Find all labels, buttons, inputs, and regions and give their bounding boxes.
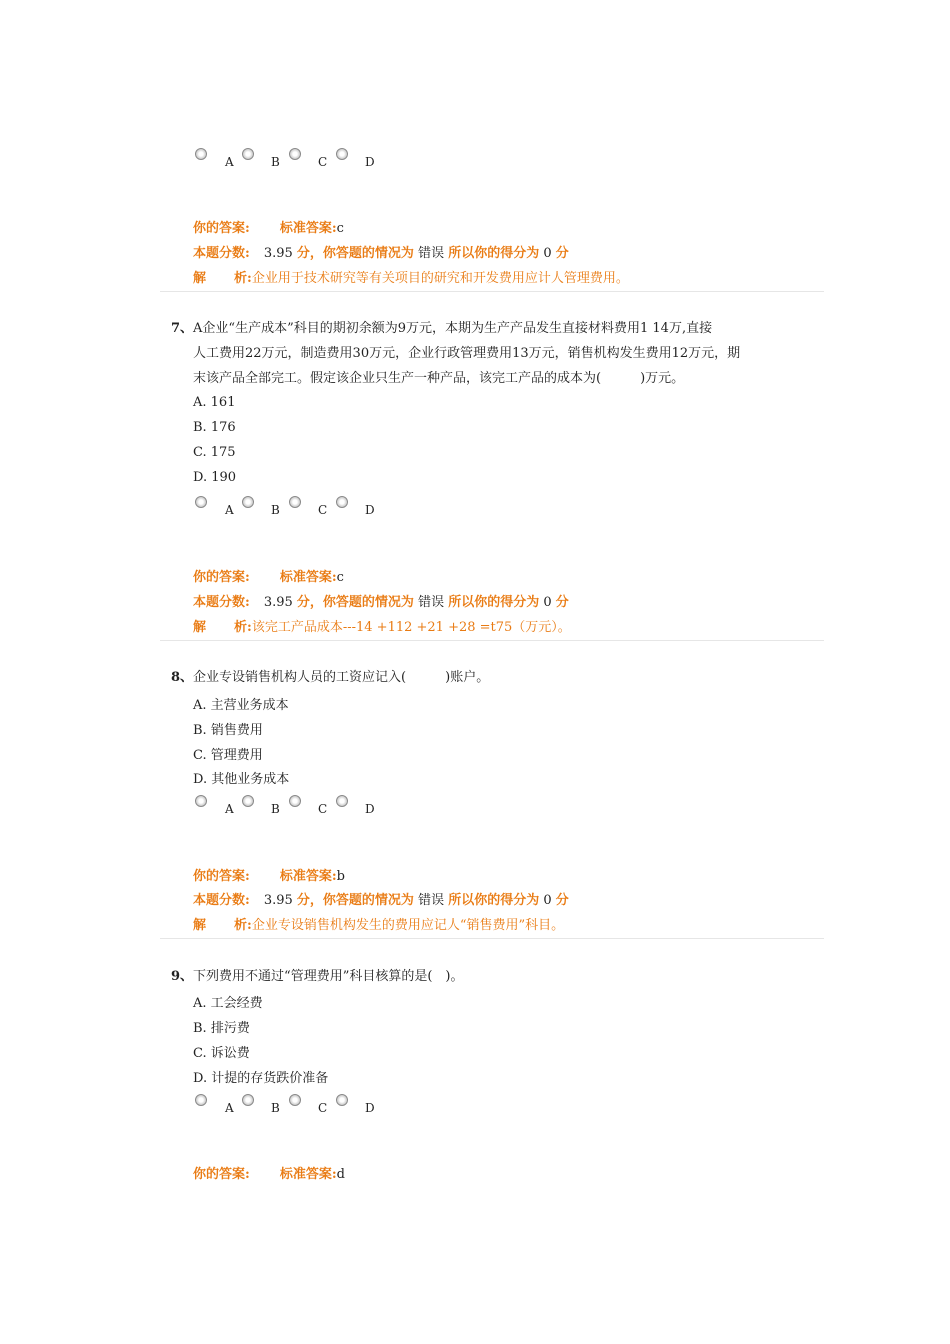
- q7-label-d: D: [365, 503, 375, 517]
- score-unit: 分，你答题的情况为: [296, 595, 414, 610]
- q7-option-d: D. 190: [193, 470, 237, 485]
- standard-answer-label: 标准答案:: [279, 1167, 337, 1182]
- q6-result-score: 0: [543, 246, 552, 261]
- q7-standard-answer: c: [336, 570, 344, 585]
- q7-question: [171, 316, 811, 391]
- analysis-label-2: 析:: [234, 918, 252, 933]
- q7-answer-line: [193, 569, 344, 587]
- q9-label-a: A: [225, 1101, 234, 1115]
- q6-label-b: B: [271, 155, 280, 169]
- q7-text-line1: A企业“生产成本”科目的期初余额为9万元，本期为生产产品发生直接材料费用1 14万,直接: [193, 321, 713, 336]
- q7-label-b: B: [271, 503, 280, 517]
- q6-radio-c[interactable]: [289, 148, 301, 160]
- q7-radio-b[interactable]: [242, 496, 254, 508]
- score-label: 本题分数:: [193, 595, 250, 610]
- q6-label-d: D: [365, 155, 375, 169]
- q7-label-a: A: [225, 503, 234, 517]
- q7-score-line: [193, 594, 569, 612]
- q8-option-d: D. 其他业务成本: [193, 772, 290, 787]
- analysis-label-2: 析:: [234, 620, 252, 635]
- q9-radio-b[interactable]: [242, 1094, 254, 1106]
- q6-score: 3.95: [263, 246, 293, 261]
- q7-status: 错误: [418, 595, 445, 610]
- q8-question: [171, 665, 811, 690]
- q6-radio-b[interactable]: [242, 148, 254, 160]
- q7-result-score: 0: [543, 595, 552, 610]
- q8-radio-d[interactable]: [336, 795, 348, 807]
- q6-score-line: [193, 245, 569, 263]
- q9-radio-a[interactable]: [195, 1094, 207, 1106]
- q9-label-d: D: [365, 1101, 375, 1115]
- q8-radio-b[interactable]: [242, 795, 254, 807]
- q8-label-c: C: [318, 802, 328, 816]
- q6-label-c: C: [318, 155, 328, 169]
- your-answer-label: 你的答案:: [193, 570, 250, 585]
- result-prefix: 所以你的得分为: [448, 246, 540, 261]
- q9-text-line1: 下列费用不通过“管理费用”科目核算的是( )。: [193, 969, 464, 984]
- your-answer-label: 你的答案:: [193, 869, 250, 884]
- q8-label-b: B: [271, 802, 280, 816]
- q6-analysis: 企业用于技术研究等有关项目的研究和开发费用应计人管理费用。: [251, 271, 629, 286]
- q8-text-line1: 企业专设销售机构人员的工资应记入( )账户。: [193, 670, 490, 685]
- q7-analysis: 该完工产品成本---14 +112 +21 +28 =t75（万元）。: [251, 620, 571, 635]
- q7-radio-c[interactable]: [289, 496, 301, 508]
- score-unit: 分，你答题的情况为: [296, 246, 414, 261]
- result-unit: 分: [555, 893, 569, 908]
- q8-radio-c[interactable]: [289, 795, 301, 807]
- analysis-label-1: 解: [193, 918, 207, 933]
- q7-choice-group: [195, 496, 395, 516]
- analysis-label-2: 析:: [234, 271, 252, 286]
- score-label: 本题分数:: [193, 893, 250, 908]
- q9-radio-c[interactable]: [289, 1094, 301, 1106]
- result-prefix: 所以你的得分为: [448, 893, 540, 908]
- q7-option-c: C. 175: [193, 445, 236, 460]
- divider: [160, 291, 824, 292]
- q8-option-c: C. 管理费用: [193, 748, 263, 763]
- q8-result-score: 0: [543, 893, 552, 908]
- q6-radio-a[interactable]: [195, 148, 207, 160]
- result-unit: 分: [555, 595, 569, 610]
- q8-label-a: A: [225, 802, 234, 816]
- your-answer-label: 你的答案:: [193, 1167, 250, 1182]
- q8-choice-group: [195, 795, 395, 815]
- q6-label-a: A: [225, 155, 234, 169]
- q8-score-line: [193, 892, 569, 910]
- q6-standard-answer: c: [336, 221, 344, 236]
- q8-label-d: D: [365, 802, 375, 816]
- q7-number: 7、: [171, 321, 194, 336]
- q7-option-b: B. 176: [193, 420, 236, 435]
- score-unit: 分，你答题的情况为: [296, 893, 414, 908]
- q9-question: [171, 964, 811, 989]
- result-prefix: 所以你的得分为: [448, 595, 540, 610]
- q6-status: 错误: [418, 246, 445, 261]
- q8-standard-answer: b: [336, 869, 345, 884]
- q6-choice-group: [195, 148, 395, 168]
- q7-label-c: C: [318, 503, 328, 517]
- q9-option-b: B. 排污费: [193, 1021, 250, 1036]
- q9-radio-d[interactable]: [336, 1094, 348, 1106]
- q8-option-a: A. 主营业务成本: [193, 698, 289, 713]
- q9-choice-group: [195, 1094, 395, 1114]
- q7-radio-a[interactable]: [195, 496, 207, 508]
- divider: [160, 640, 824, 641]
- q9-label-c: C: [318, 1101, 328, 1115]
- q8-option-b: B. 销售费用: [193, 723, 263, 738]
- divider: [160, 938, 824, 939]
- q9-standard-answer: d: [336, 1167, 345, 1182]
- q9-option-a: A. 工会经费: [193, 996, 263, 1011]
- standard-answer-label: 标准答案:: [279, 869, 337, 884]
- q8-analysis-line: [193, 917, 564, 935]
- q7-text-line3: 末该产品全部完工。假定该企业只生产一种产品，该完工产品的成本为( )万元。: [193, 371, 685, 386]
- q9-answer-line: [193, 1166, 345, 1184]
- q6-radio-d[interactable]: [336, 148, 348, 160]
- q8-status: 错误: [418, 893, 445, 908]
- q9-label-b: B: [271, 1101, 280, 1115]
- q9-option-d: D. 计提的存货跌价准备: [193, 1071, 329, 1086]
- q8-number: 8、: [171, 670, 194, 685]
- q9-number: 9、: [171, 969, 194, 984]
- q8-analysis: 企业专设销售机构发生的费用应记人“销售费用”科目。: [251, 918, 565, 933]
- analysis-label-1: 解: [193, 620, 207, 635]
- q7-text-line2: 人工费用22万元，制造费用30万元，企业行政管理费用13万元，销售机构发生费用12万元，期: [193, 346, 741, 361]
- result-unit: 分: [555, 246, 569, 261]
- analysis-label-1: 解: [193, 271, 207, 286]
- standard-answer-label: 标准答案:: [279, 221, 337, 236]
- q6-answer-line: [193, 220, 344, 238]
- q7-radio-d[interactable]: [336, 496, 348, 508]
- score-label: 本题分数:: [193, 246, 250, 261]
- q8-answer-line: [193, 868, 345, 886]
- q7-analysis-line: [193, 619, 571, 637]
- q8-score: 3.95: [263, 893, 293, 908]
- standard-answer-label: 标准答案:: [279, 570, 337, 585]
- q7-option-a: A. 161: [193, 395, 236, 410]
- q6-analysis-line: [193, 270, 629, 288]
- q7-score: 3.95: [263, 595, 293, 610]
- your-answer-label: 你的答案:: [193, 221, 250, 236]
- q9-option-c: C. 诉讼费: [193, 1046, 250, 1061]
- q8-radio-a[interactable]: [195, 795, 207, 807]
